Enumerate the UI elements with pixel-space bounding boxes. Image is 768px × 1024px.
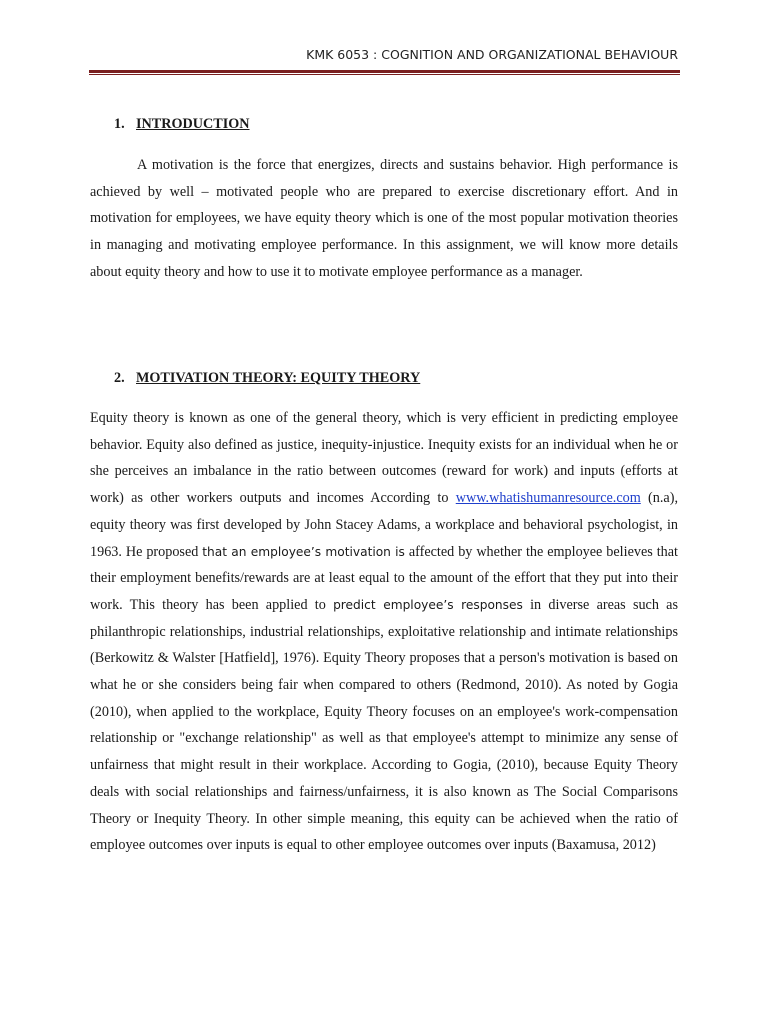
paragraph-text-part-3: affected by whether the employee believes that their employment benefits/rewards are at least equal to the amount of the effort that they put into their work. This theory has been applied to (90, 543, 678, 613)
introduction-text: A motivation is the force that energizes, directs and sustains behavior. High performance is achieved by well – motivated people who are prepared to exercise discretionary effort. And in motivation for employees, we have equity theory which is one of the most popular motivation theories in managing and motivating employee performance. In this assignment, we will know more details about equity theory and how to use it to motivate employee performance as a manager. (90, 157, 678, 280)
sans-text-fragment: that an employee’s motivation is (202, 544, 405, 559)
section-number: 2. (114, 370, 125, 386)
section-title: MOTIVATION THEORY: EQUITY THEORY (136, 370, 421, 386)
section-title: INTRODUCTION (136, 116, 250, 132)
section-heading-equity-theory (114, 370, 420, 387)
paragraph-text-part-2: (n.a), equity theory was first developed by John Stacey Adams, a workplace and behavioral psychologist, in 1963. He proposed (90, 490, 678, 560)
equity-theory-paragraph (90, 405, 678, 859)
section-heading-introduction (114, 116, 250, 133)
paragraph-text-part-4: in diverse areas such as philanthropic relationships, industrial relationships, exploitative relationship and intimate relationships (Berkowitz & Walster [Hatfield], 1976). Equity Theory proposes that a person's motivation is based on what he or she considers being fair when compared to others (Redmond, 2010). As noted by Gogia (2010), when applied to the workplace, Equity Theory focuses on an employee's work-compensation relationship or "exchange relationship" as well as that employee's attempt to minimize any sense of unfairness that might result in their workplace. According to Gogia, (2010), because Equity Theory deals with social relationships and fairness/unfairness, it is also known as The Social Comparisons Theory or Inequity Theory. In other simple meaning, this equity can be achieved when the ratio of employee outcomes over inputs is equal to other employee outcomes over inputs (Baxamusa, 2012) (90, 596, 679, 854)
section-number: 1. (114, 116, 125, 132)
header-rule (89, 70, 680, 75)
sans-text-fragment: predict employee’s responses (333, 597, 523, 612)
introduction-paragraph (90, 152, 678, 286)
paragraph-text-part-1: Equity theory is known as one of the general theory, which is very efficient in predicting employee behavior. Equity also defined as justice, inequity-injustice. Inequity exists for an individual when he or she perceives an imbalance in the ratio between outcomes (reward for work) and inputs (efforts at work) as other workers outputs and incomes According to (90, 410, 678, 507)
whatishumanresource-link[interactable]: www.whatishumanresource.com (455, 490, 641, 507)
running-header: KMK 6053 : COGNITION AND ORGANIZATIONAL BEHAVIOUR (306, 47, 678, 62)
